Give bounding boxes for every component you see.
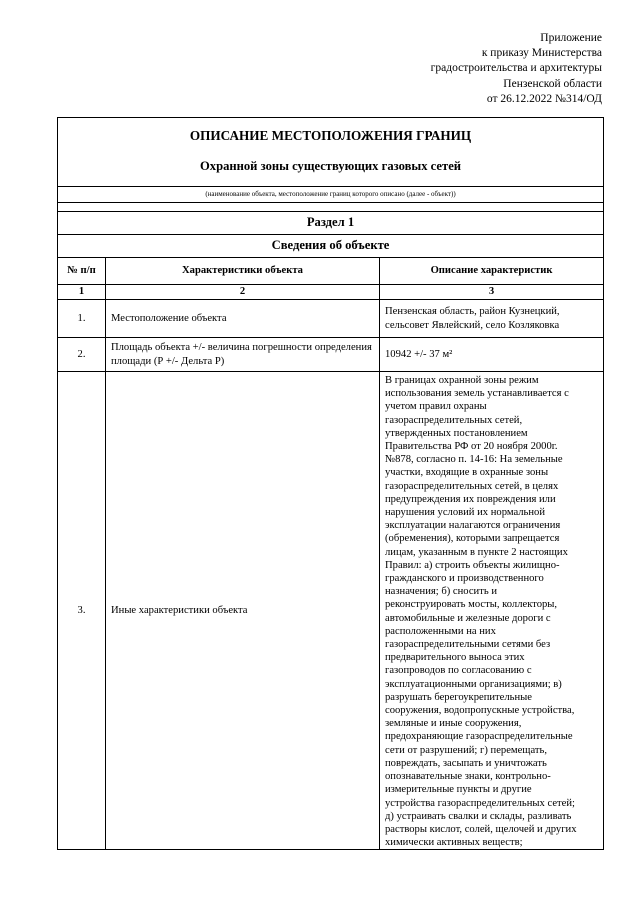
row-description-cell xyxy=(380,372,604,850)
appendix-line: градостроительства и архитектуры xyxy=(430,62,602,75)
table-row xyxy=(58,338,604,372)
object-note: (наименование объекта, местоположение границ которого описано (далее - объект)) xyxy=(58,187,604,203)
row-characteristic: Местоположение объекта xyxy=(106,300,380,338)
appendix-block xyxy=(342,31,602,107)
column-number: 1 xyxy=(58,285,106,300)
document-title: ОПИСАНИЕ МЕСТОПОЛОЖЕНИЯ ГРАНИЦ xyxy=(189,128,472,143)
column-number: 3 xyxy=(380,285,604,300)
section-subtitle: Сведения об объекте xyxy=(58,235,604,258)
row-number: 1. xyxy=(58,300,106,338)
row-characteristic: Площадь объекта +/- величина погрешности определения площади (Р +/- Дельта Р) xyxy=(106,338,380,372)
appendix-line: к приказу Министерства xyxy=(481,47,602,60)
row-description: В границах охранной зоны режим использования земель устанавливается с учетом правил охраны газораспределительных сетей, утвержденных постановлением Правительства РФ от 20 ноября 2000г. №878, согласно п. 14-16: На земельные участки, входящие в охранные зоны газораспределительных сетей, в целях предупреждения их повреждения или нарушения условий их нормальной эксплуатации налагаются ограничения (обременения), которыми запрещается лицам, указанным в пункте 2 настоящих Правил: а) строить объекты жилищно- гражданского и производственного назначения; б) сносить и реконструировать мосты, коллекторы, автомобильные и железные дороги с расположенными на них газораспределительными сетями без предварительного выноса этих газопроводов по согласованию с эксплуатационными организациями; в) разрушать берегоукрепительные сооружения, водопропускные устройства, земляные и иные сооружения, предохраняющие газораспределительные сети от разрушений; г) перемещать, повреждать, засыпать и уничтожать опознавательные знаки, контрольно- измерительные пункты и другие устройства газораспределительных сетей; д) устраивать свалки и склады, разливать растворы кислот, солей, щелочей и других химически активных веществ; xyxy=(385,375,577,849)
header-description: Описание характеристик xyxy=(380,258,604,285)
object-name: Охранной зоны существующих газовых сетей xyxy=(199,159,462,174)
table-header-row xyxy=(58,258,604,285)
appendix-line: Приложение xyxy=(540,32,602,44)
description-table xyxy=(57,117,604,850)
row-description: 10942 +/- 37 м² xyxy=(380,338,604,372)
table-row xyxy=(58,300,604,338)
table-row xyxy=(58,372,604,850)
row-characteristic: Иные характеристики объекта xyxy=(106,372,380,850)
header-characteristic: Характеристики объекта xyxy=(106,258,380,285)
row-number: 3. xyxy=(58,372,106,850)
row-description: Пензенская область, район Кузнецкий, сельсовет Явлейский, село Козляковка xyxy=(380,300,604,338)
column-number-row xyxy=(58,285,604,300)
appendix-line: Пензенской области xyxy=(503,77,602,90)
title-cell xyxy=(58,118,604,187)
appendix-line: от 26.12.2022 №314/ОД xyxy=(486,92,602,105)
header-number: № п/п xyxy=(58,258,106,285)
row-number: 2. xyxy=(58,338,106,372)
column-number: 2 xyxy=(106,285,380,300)
spacer-row xyxy=(58,203,604,212)
section-title: Раздел 1 xyxy=(58,212,604,235)
